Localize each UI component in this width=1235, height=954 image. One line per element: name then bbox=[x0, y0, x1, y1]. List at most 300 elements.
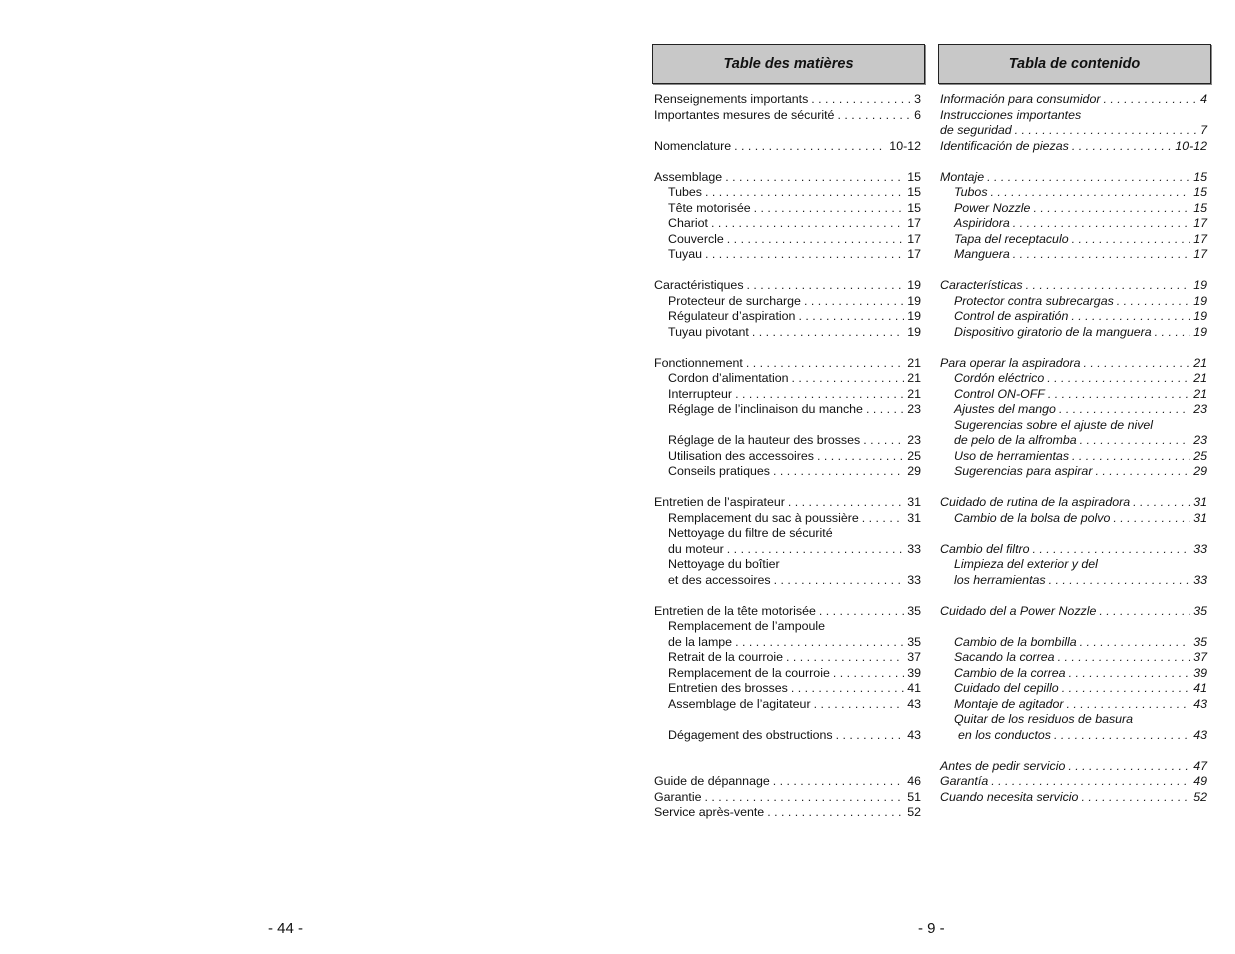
toc-entry bbox=[938, 108, 1211, 124]
toc-entry-label: Remplacement de l’ampoule bbox=[668, 619, 826, 633]
toc-entry bbox=[938, 542, 1211, 558]
toc-entry bbox=[938, 790, 1211, 806]
toc-leader-dots bbox=[862, 511, 904, 527]
toc-entry-label: los herramientas bbox=[954, 572, 1046, 587]
toc-leader-dots bbox=[987, 170, 1190, 186]
toc-entry-label: Réglage de l’inclinaison du manche bbox=[668, 402, 863, 416]
toc-entry bbox=[938, 123, 1211, 139]
toc-entry bbox=[938, 185, 1211, 201]
toc-entry-page: 19 bbox=[907, 278, 921, 292]
toc-entry-page: 52 bbox=[907, 805, 921, 819]
toc-entry-page: 33 bbox=[1193, 541, 1207, 556]
toc-leader-dots bbox=[814, 697, 905, 713]
toc-entry-label: Caractéristiques bbox=[654, 278, 744, 292]
toc-leader-dots bbox=[792, 371, 905, 387]
toc-entry-page: 7 bbox=[1200, 123, 1207, 137]
toc-leader-dots bbox=[767, 805, 904, 821]
toc-entry-label: Identificación de piezas bbox=[940, 138, 1069, 153]
toc-entry-page: 19 bbox=[907, 309, 921, 323]
toc-entry-label: Instrucciones importantes bbox=[940, 107, 1082, 122]
toc-entry-label: Interrupteur bbox=[668, 386, 733, 401]
toc-entry-page: 29 bbox=[907, 464, 921, 478]
toc-entry-page: 17 bbox=[907, 247, 921, 261]
french-toc-list bbox=[652, 92, 925, 821]
toc-entry bbox=[652, 650, 925, 666]
toc-leader-dots bbox=[1059, 402, 1190, 418]
toc-leader-dots bbox=[1058, 650, 1191, 666]
toc-entry-label: Régulateur d’aspiration bbox=[668, 309, 796, 323]
toc-leader-dots bbox=[1033, 542, 1191, 558]
toc-leader-dots bbox=[1103, 92, 1197, 108]
toc-entry-page: 15 bbox=[1193, 200, 1207, 215]
toc-entry-label: Guide de dépannage bbox=[654, 774, 770, 788]
toc-entry-label: Assemblage bbox=[654, 169, 723, 184]
toc-leader-dots bbox=[1095, 464, 1190, 480]
toc-entry-label: Ajustes del mango bbox=[954, 402, 1056, 416]
toc-entry-page: 23 bbox=[1193, 402, 1207, 416]
toc-entry bbox=[938, 464, 1211, 480]
toc-entry bbox=[652, 294, 925, 310]
toc-leader-dots bbox=[1033, 201, 1190, 217]
toc-entry-label: Cambio de la bolsa de polvo bbox=[954, 510, 1111, 525]
toc-entry bbox=[652, 604, 925, 620]
toc-entry-label: du moteur bbox=[668, 541, 724, 556]
toc-entry-label: Tubos bbox=[954, 185, 988, 199]
toc-entry-label: Power Nozzle bbox=[954, 200, 1031, 215]
toc-entry-page: 21 bbox=[907, 371, 921, 385]
toc-entry-page: 21 bbox=[1193, 355, 1207, 370]
toc-entry-page: 41 bbox=[907, 681, 921, 695]
toc-leader-dots bbox=[752, 325, 904, 341]
toc-entry bbox=[652, 464, 925, 480]
toc-leader-dots bbox=[1072, 449, 1190, 465]
toc-leader-dots bbox=[727, 542, 904, 558]
toc-leader-dots bbox=[788, 495, 904, 511]
toc-leader-dots bbox=[1117, 294, 1190, 310]
toc-leader-dots bbox=[798, 309, 904, 325]
toc-entry bbox=[938, 666, 1211, 682]
toc-entry-label: Réglage de la hauteur des brosses bbox=[668, 433, 861, 447]
toc-entry-page: 19 bbox=[1193, 293, 1207, 308]
toc-entry-label: Nettoyage du filtre de sécurité bbox=[668, 526, 833, 540]
toc-entry-label: Limpieza del exterior y del bbox=[954, 557, 1098, 571]
toc-entry-label: Montaje bbox=[940, 169, 985, 184]
toc-leader-dots bbox=[705, 790, 905, 806]
toc-spacer bbox=[938, 480, 1211, 496]
toc-leader-dots bbox=[773, 464, 904, 480]
toc-entry bbox=[652, 449, 925, 465]
toc-entry-label: de seguridad bbox=[940, 123, 1012, 137]
toc-leader-dots bbox=[1155, 325, 1191, 341]
toc-entry bbox=[652, 325, 925, 341]
toc-leader-dots bbox=[991, 185, 1191, 201]
toc-entry bbox=[938, 325, 1211, 341]
toc-entry-label: Montaje de agitador bbox=[954, 696, 1064, 711]
french-toc-title: Table des matières bbox=[652, 44, 925, 84]
toc-entry-page: 4 bbox=[1200, 92, 1207, 106]
toc-entry-page: 52 bbox=[1193, 789, 1207, 804]
toc-spacer bbox=[652, 480, 925, 496]
toc-entry bbox=[938, 759, 1211, 775]
toc-leader-dots bbox=[837, 108, 911, 124]
toc-entry-label: Características bbox=[940, 278, 1023, 292]
toc-spacer bbox=[938, 743, 1211, 759]
toc-entry bbox=[938, 402, 1211, 418]
toc-entry-label: Cuando necesita servicio bbox=[940, 789, 1079, 804]
toc-spacer bbox=[652, 759, 925, 775]
toc-leader-dots bbox=[1099, 604, 1190, 620]
toc-entry bbox=[652, 371, 925, 387]
toc-leader-dots bbox=[747, 278, 905, 294]
toc-leader-dots bbox=[1072, 139, 1172, 155]
toc-leader-dots bbox=[1080, 433, 1191, 449]
toc-entry-page: 51 bbox=[907, 789, 921, 804]
toc-entry-page: 10-12 bbox=[889, 138, 921, 153]
toc-entry bbox=[652, 542, 925, 558]
toc-entry-page: 19 bbox=[1193, 324, 1207, 339]
toc-entry bbox=[938, 139, 1211, 155]
toc-spacer bbox=[938, 263, 1211, 279]
toc-entry-label: Renseignements importants bbox=[654, 92, 809, 106]
toc-spacer bbox=[938, 526, 1211, 542]
toc-entry-page: 33 bbox=[1193, 572, 1207, 587]
toc-entry-label: Manguera bbox=[954, 247, 1010, 261]
toc-leader-dots bbox=[1072, 232, 1191, 248]
spanish-toc-list bbox=[938, 92, 1211, 805]
page-number-left: - 44 - bbox=[268, 920, 304, 937]
toc-leader-dots bbox=[754, 201, 905, 217]
toc-spacer bbox=[938, 619, 1211, 635]
toc-entry bbox=[652, 526, 925, 542]
toc-entry-page: 3 bbox=[914, 92, 921, 106]
toc-entry-page: 19 bbox=[907, 324, 921, 339]
toc-entry-label: Tapa del receptaculo bbox=[954, 231, 1069, 246]
toc-entry bbox=[938, 294, 1211, 310]
toc-leader-dots bbox=[817, 449, 904, 465]
toc-leader-dots bbox=[711, 216, 904, 232]
toc-leader-dots bbox=[734, 139, 886, 155]
toc-entry-page: 15 bbox=[907, 169, 921, 184]
toc-leader-dots bbox=[773, 774, 904, 790]
toc-entry-label: Cordón eléctrico bbox=[954, 371, 1045, 385]
toc-entry-page: 43 bbox=[1193, 727, 1207, 742]
toc-entry bbox=[652, 139, 925, 155]
toc-leader-dots bbox=[705, 247, 904, 263]
toc-entry-label: Tuyau pivotant bbox=[668, 324, 749, 339]
toc-leader-dots bbox=[836, 728, 905, 744]
toc-entry-label: Control de aspiratión bbox=[954, 309, 1069, 323]
toc-entry-label: Sugerencias para aspirar bbox=[954, 464, 1093, 478]
toc-entry-label: Nettoyage du boîtier bbox=[668, 557, 780, 571]
toc-entry-page: 23 bbox=[907, 433, 921, 447]
toc-entry-label: Aspiridora bbox=[954, 216, 1010, 230]
toc-entry-label: Utilisation des accessoires bbox=[668, 448, 814, 463]
toc-entry-label: de la lampe bbox=[668, 634, 733, 649]
toc-entry bbox=[938, 604, 1211, 620]
toc-entry-label: Cambio de la bombilla bbox=[954, 634, 1077, 649]
toc-entry bbox=[938, 697, 1211, 713]
toc-leader-dots bbox=[819, 604, 904, 620]
toc-entry-label: Cambio de la correa bbox=[954, 665, 1066, 680]
toc-entry bbox=[938, 650, 1211, 666]
toc-entry-page: 37 bbox=[1193, 650, 1207, 664]
toc-entry-page: 25 bbox=[907, 448, 921, 463]
toc-entry-page: 17 bbox=[1193, 231, 1207, 246]
toc-entry-page: 15 bbox=[907, 200, 921, 215]
toc-entry bbox=[652, 402, 925, 418]
toc-entry-page: 25 bbox=[1193, 448, 1207, 463]
toc-entry-label: Información para consumidor bbox=[940, 92, 1101, 106]
toc-entry bbox=[938, 449, 1211, 465]
toc-entry-page: 33 bbox=[907, 541, 921, 556]
toc-entry bbox=[938, 573, 1211, 589]
toc-leader-dots bbox=[1049, 573, 1191, 589]
toc-entry bbox=[652, 666, 925, 682]
toc-entry bbox=[652, 433, 925, 449]
toc-spacer bbox=[652, 743, 925, 759]
toc-entry bbox=[652, 185, 925, 201]
toc-entry bbox=[938, 495, 1211, 511]
toc-entry bbox=[652, 201, 925, 217]
toc-leader-dots bbox=[1068, 759, 1190, 775]
toc-leader-dots bbox=[1015, 123, 1197, 139]
toc-entry-label: Tubes bbox=[668, 185, 702, 199]
toc-entry-page: 17 bbox=[1193, 216, 1207, 230]
toc-leader-dots bbox=[833, 666, 904, 682]
toc-entry bbox=[652, 495, 925, 511]
toc-entry-label: Conseils pratiques bbox=[668, 464, 770, 478]
toc-entry bbox=[938, 557, 1211, 573]
toc-entry-page: 19 bbox=[1193, 278, 1207, 292]
toc-entry-label: Cambio del filtro bbox=[940, 541, 1030, 556]
toc-entry-label: Remplacement du sac à poussière bbox=[668, 510, 859, 525]
toc-leader-dots bbox=[786, 650, 904, 666]
toc-entry bbox=[652, 728, 925, 744]
toc-entry-page: 35 bbox=[1193, 603, 1207, 618]
toc-entry bbox=[652, 387, 925, 403]
toc-spacer bbox=[938, 588, 1211, 604]
toc-entry-label: Cordon d’alimentation bbox=[668, 371, 789, 385]
toc-entry-page: 10-12 bbox=[1175, 138, 1207, 153]
toc-entry bbox=[652, 681, 925, 697]
toc-entry bbox=[938, 309, 1211, 325]
toc-entry bbox=[938, 278, 1211, 294]
toc-entry bbox=[652, 278, 925, 294]
toc-entry-page: 17 bbox=[1193, 247, 1207, 261]
toc-entry-page: 39 bbox=[907, 665, 921, 680]
toc-entry-label: Sugerencias sobre el ajuste de nivel bbox=[954, 417, 1154, 432]
toc-entry bbox=[652, 619, 925, 635]
toc-entry-label: Antes de pedir servicio bbox=[940, 758, 1066, 773]
toc-entry-page: 29 bbox=[1193, 464, 1207, 478]
toc-entry bbox=[938, 92, 1211, 108]
toc-entry bbox=[652, 170, 925, 186]
toc-leader-dots bbox=[1113, 511, 1190, 527]
toc-leader-dots bbox=[1013, 247, 1190, 263]
toc-entry bbox=[652, 232, 925, 248]
toc-entry-page: 17 bbox=[907, 216, 921, 230]
toc-leader-dots bbox=[735, 387, 904, 403]
toc-entry-page: 46 bbox=[907, 774, 921, 788]
toc-entry bbox=[652, 356, 925, 372]
toc-leader-dots bbox=[863, 433, 904, 449]
toc-entry-label: en los conductos bbox=[958, 727, 1051, 742]
toc-spacer bbox=[652, 340, 925, 356]
toc-entry bbox=[938, 418, 1211, 434]
toc-leader-dots bbox=[804, 294, 904, 310]
toc-spacer bbox=[652, 712, 925, 728]
toc-entry bbox=[652, 309, 925, 325]
toc-entry-page: 19 bbox=[1193, 309, 1207, 323]
toc-leader-dots bbox=[1048, 387, 1190, 403]
toc-entry-page: 43 bbox=[907, 727, 921, 742]
toc-spacer bbox=[652, 123, 925, 139]
toc-entry-page: 33 bbox=[907, 572, 921, 587]
toc-entry-label: Tête motorisée bbox=[668, 200, 751, 215]
toc-entry-label: Cuidado del a Power Nozzle bbox=[940, 603, 1097, 618]
toc-entry bbox=[938, 635, 1211, 651]
toc-leader-dots bbox=[1026, 278, 1191, 294]
toc-leader-dots bbox=[1069, 666, 1191, 682]
toc-entry-label: Nomenclature bbox=[654, 138, 732, 153]
toc-entry-label: Couvercle bbox=[668, 231, 724, 246]
toc-entry-page: 15 bbox=[1193, 169, 1207, 184]
toc-entry-page: 35 bbox=[1193, 634, 1207, 649]
toc-entry-page: 6 bbox=[914, 107, 921, 122]
toc-leader-dots bbox=[746, 356, 904, 372]
toc-leader-dots bbox=[1047, 371, 1190, 387]
french-toc-column bbox=[652, 44, 925, 821]
toc-entry-label: Quitar de los residuos de basura bbox=[954, 712, 1134, 726]
toc-entry bbox=[652, 790, 925, 806]
toc-entry-label: Garantie bbox=[654, 789, 702, 804]
toc-leader-dots bbox=[1062, 681, 1190, 697]
toc-spacer bbox=[652, 588, 925, 604]
toc-leader-dots bbox=[1084, 356, 1191, 372]
toc-leader-dots bbox=[774, 573, 905, 589]
toc-spacer bbox=[652, 154, 925, 170]
toc-entry-page: 41 bbox=[1193, 681, 1207, 695]
toc-entry bbox=[652, 247, 925, 263]
toc-entry-page: 31 bbox=[1193, 495, 1207, 509]
toc-leader-dots bbox=[991, 774, 1190, 790]
toc-entry bbox=[652, 774, 925, 790]
toc-entry bbox=[938, 232, 1211, 248]
toc-entry-page: 47 bbox=[1193, 758, 1207, 773]
toc-leader-dots bbox=[1071, 309, 1190, 325]
toc-entry-label: Remplacement de la courroie bbox=[668, 665, 830, 680]
toc-entry-page: 35 bbox=[907, 634, 921, 649]
page-number-right: - 9 - bbox=[918, 920, 945, 937]
toc-entry bbox=[652, 511, 925, 527]
toc-entry-page: 31 bbox=[907, 495, 921, 509]
toc-leader-dots bbox=[866, 402, 904, 418]
toc-entry-label: Dispositivo giratorio de la manguera bbox=[954, 324, 1152, 339]
toc-entry-label: Dégagement des obstructions bbox=[668, 727, 833, 742]
toc-entry-page: 15 bbox=[907, 185, 921, 199]
toc-entry bbox=[938, 511, 1211, 527]
toc-entry bbox=[652, 805, 925, 821]
toc-entry-page: 21 bbox=[1193, 371, 1207, 385]
toc-entry bbox=[652, 697, 925, 713]
toc-entry-label: Fonctionnement bbox=[654, 355, 743, 370]
toc-entry-label: Para operar la aspiradora bbox=[940, 355, 1081, 370]
toc-entry bbox=[938, 356, 1211, 372]
toc-spacer bbox=[652, 418, 925, 434]
toc-entry bbox=[652, 216, 925, 232]
spanish-toc-column bbox=[938, 44, 1211, 805]
toc-spacer bbox=[938, 340, 1211, 356]
toc-entry-page: 37 bbox=[907, 650, 921, 664]
toc-leader-dots bbox=[791, 681, 904, 697]
toc-leader-dots bbox=[727, 232, 904, 248]
toc-leader-dots bbox=[705, 185, 904, 201]
toc-leader-dots bbox=[735, 635, 904, 651]
toc-entry-label: Importantes mesures de sécurité bbox=[654, 107, 835, 122]
toc-entry-label: Retrait de la courroie bbox=[668, 650, 784, 664]
toc-entry-label: Assemblage de l’agitateur bbox=[668, 696, 811, 711]
toc-leader-dots bbox=[725, 170, 904, 186]
toc-entry bbox=[652, 557, 925, 573]
toc-entry-label: Entretien des brosses bbox=[668, 681, 788, 695]
toc-entry-page: 31 bbox=[1193, 510, 1207, 525]
toc-entry-page: 49 bbox=[1193, 774, 1207, 788]
toc-entry bbox=[652, 573, 925, 589]
toc-entry-label: Garantía bbox=[940, 774, 989, 788]
toc-entry bbox=[938, 216, 1211, 232]
toc-entry-page: 43 bbox=[1193, 696, 1207, 711]
toc-entry bbox=[938, 681, 1211, 697]
toc-entry-page: 19 bbox=[907, 293, 921, 308]
toc-entry bbox=[938, 774, 1211, 790]
toc-entry bbox=[938, 728, 1211, 744]
toc-entry-label: Uso de herramientas bbox=[954, 448, 1070, 463]
toc-entry-page: 17 bbox=[907, 231, 921, 246]
toc-entry-label: Protecteur de surcharge bbox=[668, 293, 801, 308]
toc-entry-label: Cuidado de rutina de la aspiradora bbox=[940, 495, 1131, 509]
toc-entry-page: 21 bbox=[907, 386, 921, 401]
toc-spacer bbox=[652, 263, 925, 279]
toc-leader-dots bbox=[1013, 216, 1190, 232]
toc-entry-label: Entretien de la tête motorisée bbox=[654, 603, 816, 618]
toc-entry-page: 15 bbox=[1193, 185, 1207, 199]
toc-leader-dots bbox=[1080, 635, 1191, 651]
toc-entry-page: 23 bbox=[907, 402, 921, 416]
toc-leader-dots bbox=[811, 92, 911, 108]
toc-leader-dots bbox=[1067, 697, 1191, 713]
toc-entry-page: 43 bbox=[907, 696, 921, 711]
toc-entry-page: 31 bbox=[907, 510, 921, 525]
toc-entry bbox=[938, 201, 1211, 217]
toc-entry-page: 21 bbox=[1193, 386, 1207, 401]
toc-entry-label: Entretien de l’aspirateur bbox=[654, 495, 785, 509]
toc-entry bbox=[938, 170, 1211, 186]
toc-entry-label: Chariot bbox=[668, 216, 708, 230]
toc-entry-page: 35 bbox=[907, 603, 921, 618]
toc-entry-label: et des accessoires bbox=[668, 572, 771, 587]
toc-entry bbox=[652, 635, 925, 651]
toc-entry-label: Sacando la correa bbox=[954, 650, 1055, 664]
toc-leader-dots bbox=[1133, 495, 1190, 511]
toc-entry-page: 21 bbox=[907, 355, 921, 370]
toc-entry bbox=[938, 371, 1211, 387]
toc-entry-page: 23 bbox=[1193, 433, 1207, 447]
toc-entry-label: Service après-vente bbox=[654, 805, 765, 819]
toc-entry-label: Protector contra subrecargas bbox=[954, 293, 1114, 308]
toc-entry-label: de pelo de la alfromba bbox=[954, 433, 1077, 447]
toc-entry-label: Control ON-OFF bbox=[954, 386, 1045, 401]
toc-leader-dots bbox=[1054, 728, 1190, 744]
